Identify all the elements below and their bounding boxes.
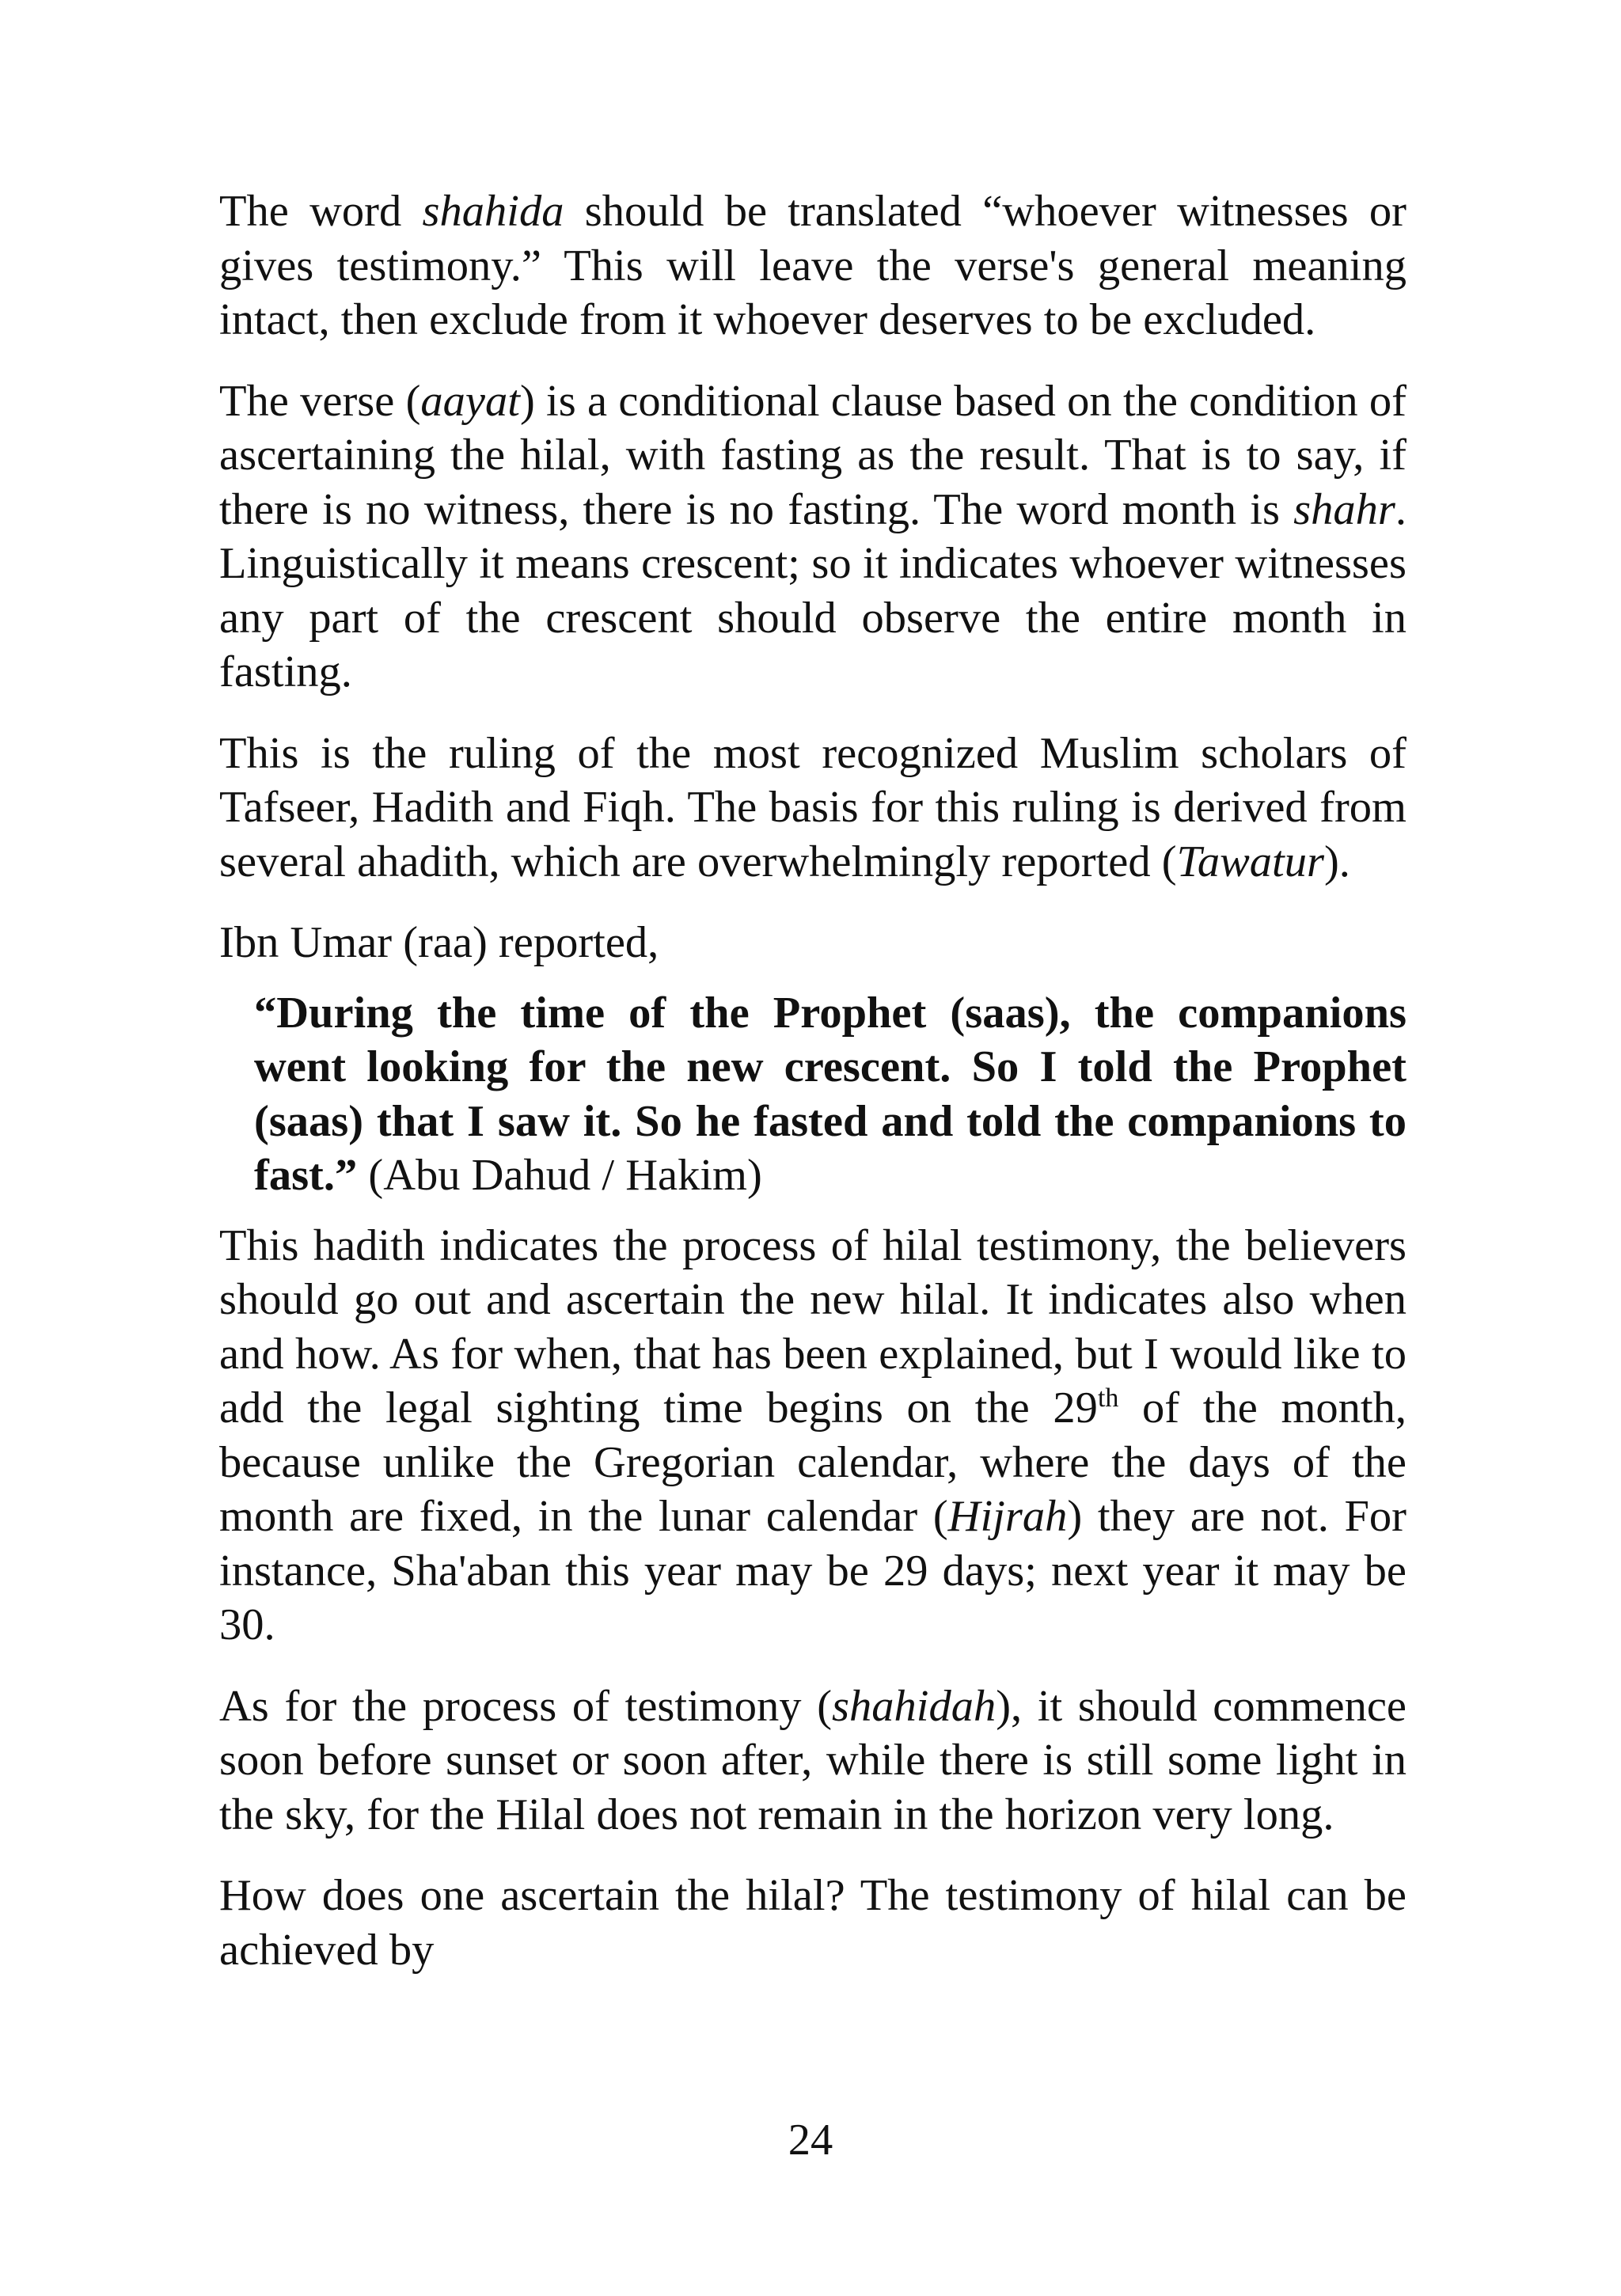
text-run: ). [1323, 837, 1350, 886]
text-run: ) is a conditional clause based on the condition of ascertaining the hilal, with fasting as the result. That is to say, if there is no witness, there is no fasting. The word month is [219, 376, 1407, 534]
text-run: ), it should commence soon before sunset or soon after, while there is still some light in the sky, for the Hilal does not remain in the horizon very long. [219, 1681, 1407, 1839]
quote-source: (Abu Dahud / Hakim) [357, 1151, 762, 1200]
paragraph-4: Ibn Umar (raa) reported, [219, 918, 659, 967]
italic-term: aayat [420, 376, 520, 426]
text-run: ) they are not. For instance, Sha'aban this year may be 29 days; next year it may be 30. [219, 1492, 1407, 1649]
text-run: The word [219, 187, 423, 236]
ordinal-superscript: th [1097, 1383, 1119, 1414]
text-run: The verse ( [219, 376, 421, 426]
italic-term: shahidah [832, 1681, 997, 1731]
italic-term: shahida [422, 187, 564, 236]
text-run: This is the ruling of the most recognized Muslim scholars of Tafseer, Hadith and Fiqh. The basis for this ruling is derived from several ahadith, which are overwhelmingly reported ( [219, 728, 1407, 886]
quote-text: “During the time of the Prophet (saas), the companions went looking for the new crescent. So I told the Prophet (saas) that I saw it. So he fasted and told the companions to fast.” [254, 988, 1407, 1200]
text-run: This hadith indicates the process of hilal testimony, the believers should go out and ascertain the new hilal. It indicates also when and how. As for when, that has been explained, but I would like to add the legal sighting time begins on the 29 [219, 1220, 1407, 1433]
page-body [219, 184, 1407, 2004]
paragraph-6 [219, 1679, 1407, 1842]
page-number: 24 [788, 2116, 833, 2165]
text-run: . Linguistically it means crescent; so it indicates whoever witnesses any part of the crescent should observe the entire month in fasting. [219, 484, 1407, 696]
hadith-quote [254, 986, 1407, 1203]
italic-term: Hijrah [947, 1492, 1068, 1541]
text-run: of the month, because unlike the Gregorian calendar, where the days of the month are fixed, in the lunar calendar ( [219, 1383, 1407, 1541]
paragraph-1 [219, 184, 1407, 347]
text-run: As for the process of testimony ( [219, 1681, 833, 1731]
text-run: should be translated “whoever witnesses or gives testimony.” This will leave the verse's general meaning intact, then exclude from it whoever deserves to be excluded. [219, 187, 1407, 344]
italic-term: Tawatur [1176, 837, 1324, 886]
italic-term: shahr [1293, 484, 1395, 534]
paragraph-2 [219, 374, 1407, 700]
paragraph-7: How does one ascertain the hilal? The testimony of hilal can be achieved by [219, 1871, 1407, 1975]
paragraph-5 [219, 1219, 1407, 1653]
paragraph-3 [219, 727, 1407, 890]
